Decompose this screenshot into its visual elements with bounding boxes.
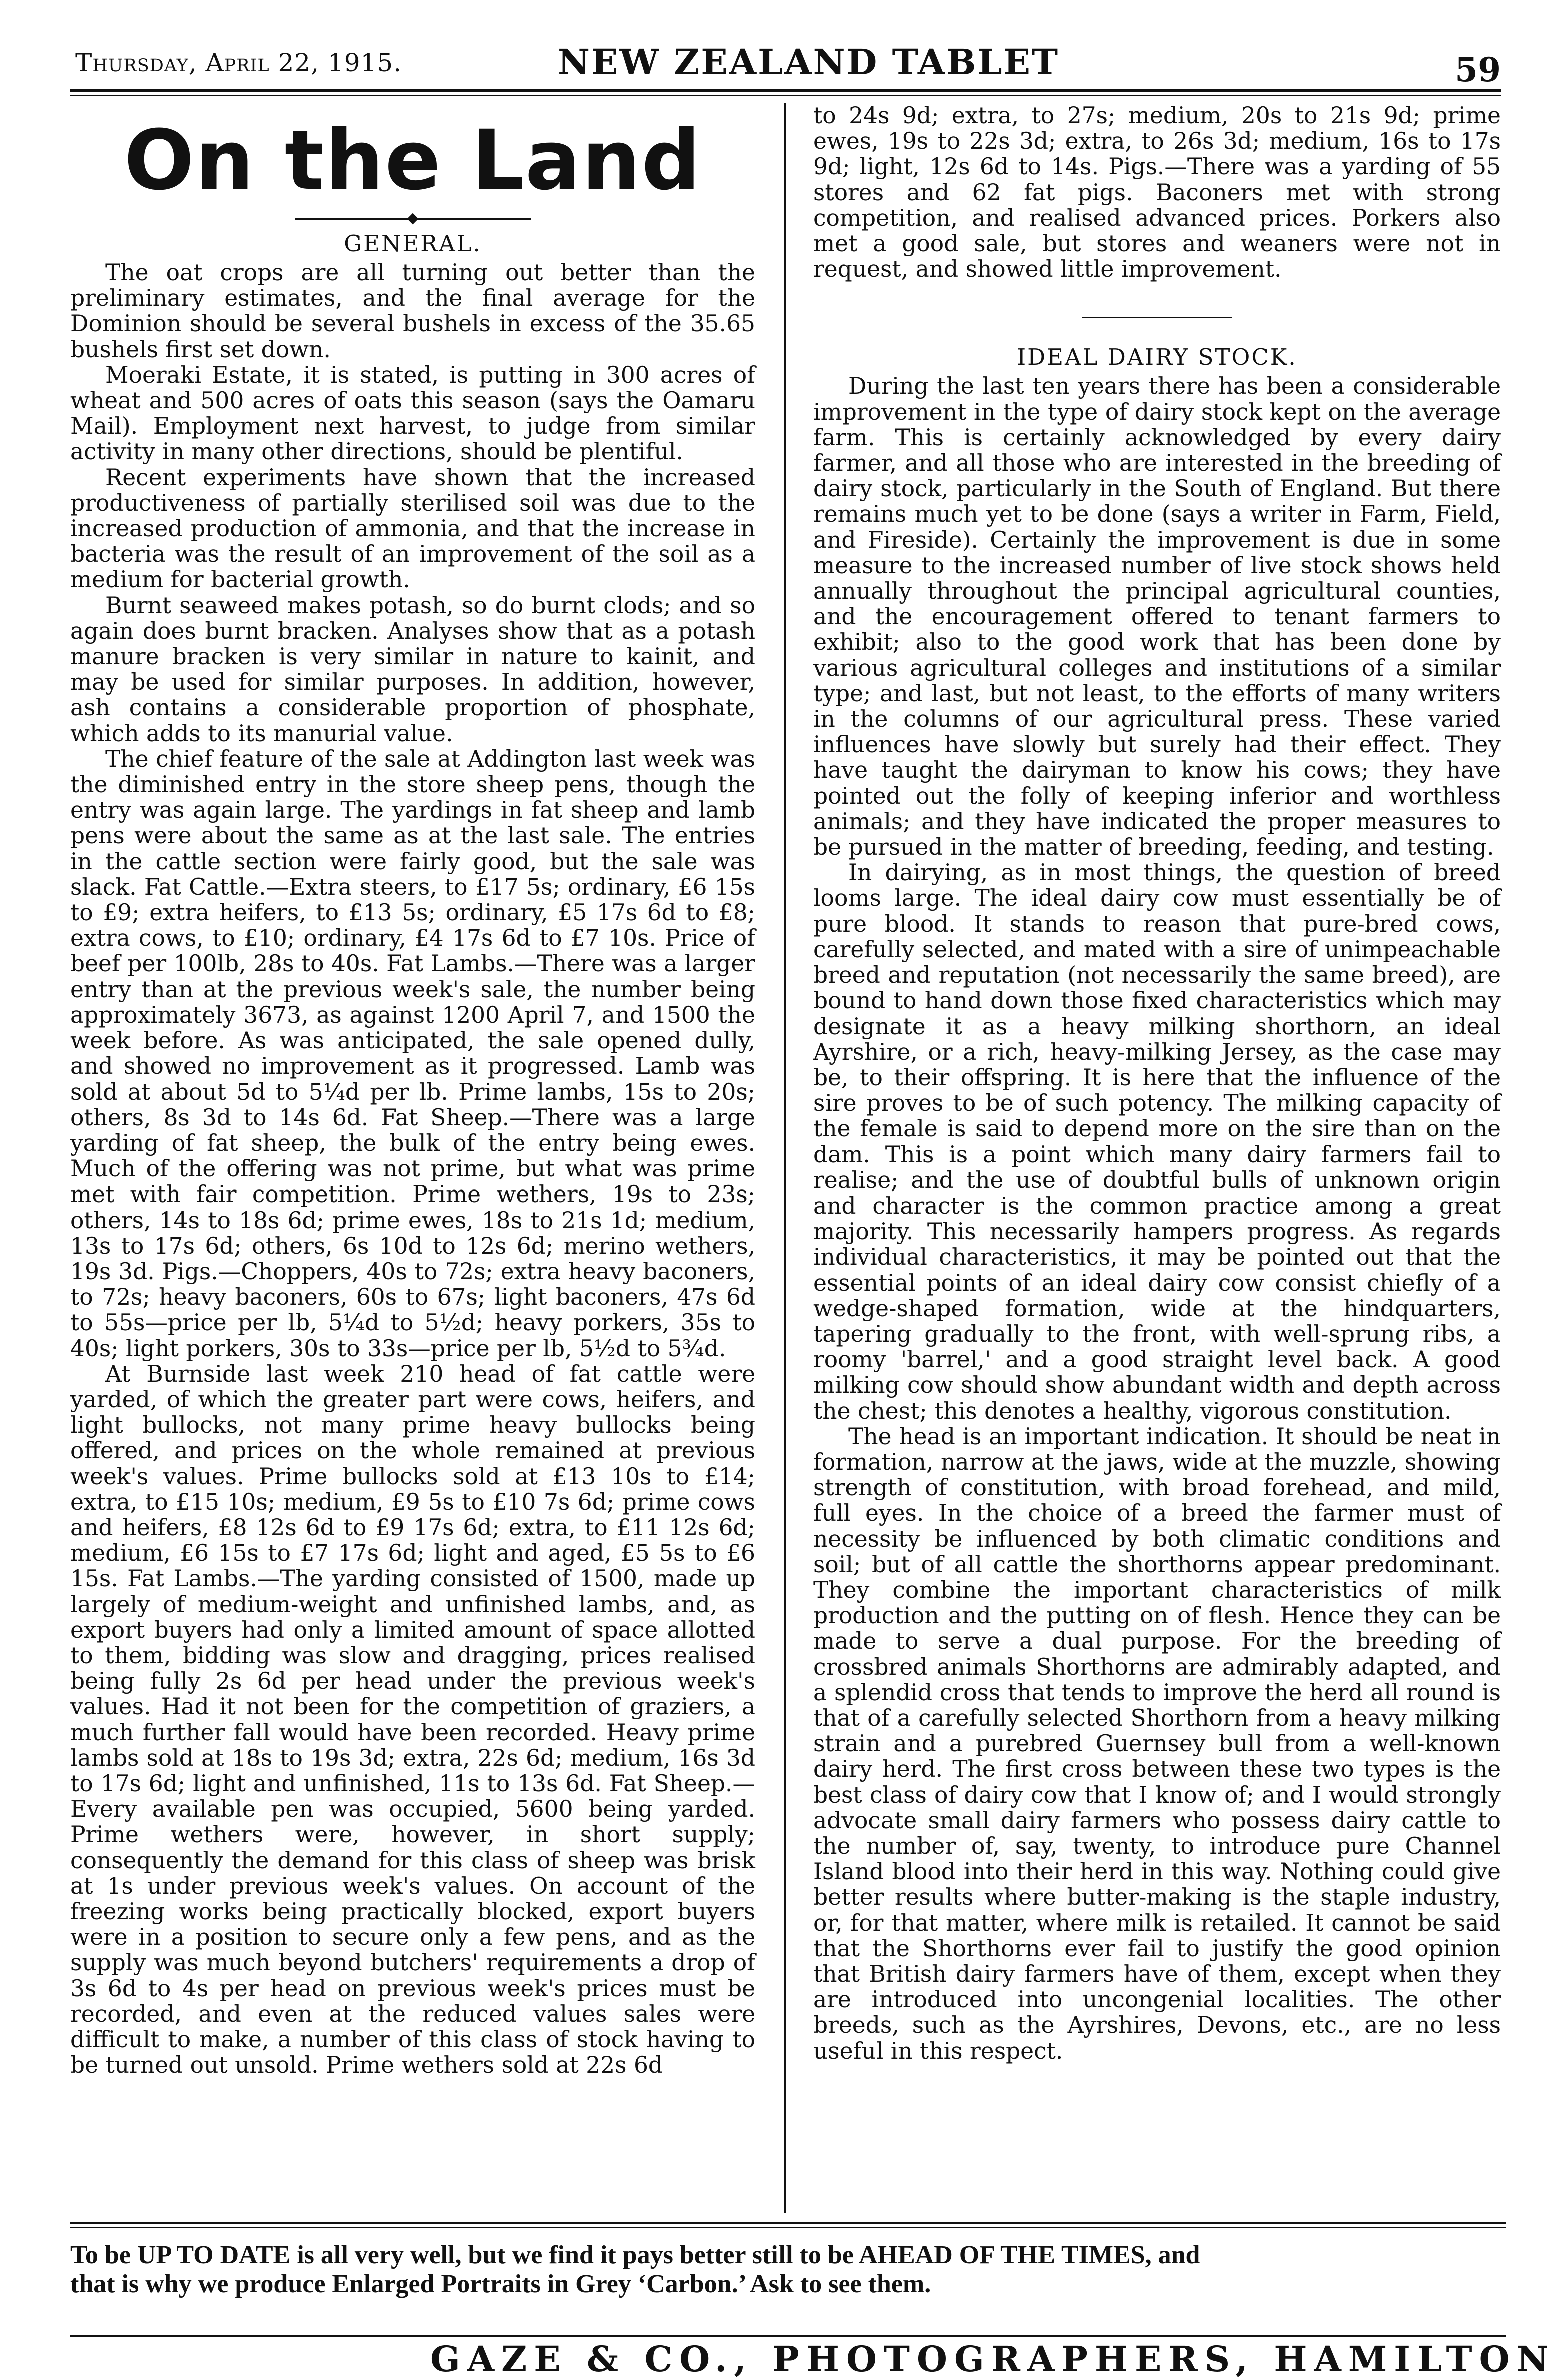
header-rule-thin — [70, 95, 1501, 96]
title-ornament — [70, 214, 755, 224]
footer-ad-line-2: that is why we produce Enlarged Portraits in Grey ‘Carbon.’ Ask to see them. — [70, 2270, 931, 2298]
paragraph-potash: Burnt seaweed makes potash, so do burnt clods; and so again does burnt bracken. Analyses show that as a potash manure bracken is very similar in nature to kainit, and may be used for similar purposes. In addition, however, ash contains a considerable proportion of phosphate, which adds to its manurial value. — [70, 592, 755, 747]
right-column — [813, 103, 1501, 2064]
footer-cut-off-banner — [70, 2333, 1556, 2380]
section-rule — [1082, 317, 1232, 318]
dairy-stock-heading: IDEAL DAIRY STOCK. — [1017, 344, 1297, 371]
footer-rule-thin — [70, 2227, 1506, 2228]
paragraph-dairy-improvement: During the last ten years there has been a considerable improvement in the type of dairy stock kept on the average farm. This is certainly acknowledged by every dairy farmer, and all those who are interested in the breeding of dairy stock, particularly in the South of England. But there remains much yet to be done (says a writer in Farm, Field, and Fireside). Certainly the improvement is due in some measure to the increased number of live stock shows held annually throughout the principal agricultural counties, and the encouragement offered to tenant farmers to exhibit; also to the good work that has been done by various agricultural colleges and institutions of a similar type; and last, but not least, to the efforts of many writers in the columns of our agricultural press. These varied influences have slowly but surely had their effect. They have taught the dairyman to know his cows; they have pointed out the folly of keeping inferior and worthless animals; and they have indicated the proper measures to be pursued in the matter of breeding, feeding, and testing. — [813, 373, 1501, 861]
paragraph-moeraki: Moeraki Estate, it is stated, is putting in 300 acres of wheat and 500 acres of oats this season (says the Oamaru Mail). Employment next harvest, to judge from similar activity in many other directions, should be plentiful. — [70, 361, 755, 465]
header-date: Thursday, April 22, 1915. — [75, 48, 402, 77]
column-divider — [784, 103, 786, 2213]
footer-ad-line-1: To be UP TO DATE is all very well, but we find it pays better still to be AHEAD OF THE TIMES, and — [70, 2241, 1200, 2269]
left-column — [70, 103, 755, 2078]
paragraph-sterilised-soil: Recent experiments have shown that the increased productiveness of partially sterilised soil was due to the increased production of ammonia, and that the increase in bacteria was the result of an improvement of the soil as a medium for bacterial growth. — [70, 464, 755, 593]
section-title: On the Land — [124, 112, 702, 208]
footer-cut-text: GAZE & CO., PHOTOGRAPHERS, HAMILTON — [430, 2338, 1556, 2380]
page-header — [75, 41, 1501, 89]
paragraph-burnside-sale: At Burnside last week 210 head of fat cattle were yarded, of which the greater part were cows, heifers, and light bullocks, not many prime heavy bullocks being offered, and prices on the whole remained at previous week's values. Prime bullocks sold at £13 10s to £14; extra, to £15 10s; medium, £9 5s to £10 7s 6d; prime cows and heifers, £8 12s 6d to £9 17s 6d; extra, to £11 12s 6d; medium, £6 15s to £7 17s 6d; light and aged, £5 5s to £6 15s. Fat Lambs.—The yarding consisted of 1500, made up largely of medium-weight and unfinished lambs, and, as export buyers had only a limited amount of space allotted to them, bidding was slow and dragging, prices realised being fully 2s 6d per head under the previous week's values. Had it not been for the competition of graziers, a much further fall would have been recorded. Heavy prime lambs sold at 18s to 19s 3d; extra, 22s 6d; medium, 16s 3d to 17s 6d; light and unfinished, 11s to 13s 6d. Fat Sheep.—Every available pen was occupied, 5600 being yarded. Prime wethers were, however, in short supply; consequently the demand for this class of sheep was brisk at 1s under previous week's values. On account of the freezing works being practically blocked, export buyers were in a position to secure only a few pens, and as the supply was much beyond butchers' requirements a drop of 3s 6d to 4s per head on previous week's prices must be recorded, and even at the reduced values sales were difficult to make, a number of this class of stock having to be turned out unsold. Prime wethers sold at 22s 6d — [70, 1360, 755, 2079]
header-rule — [70, 89, 1501, 92]
diamond-ornament-icon — [407, 213, 419, 225]
paragraph-dairy-breed: In dairying, as in most things, the question of breed looms large. The ideal dairy cow must essentially be of pure blood. It stands to reason that pure-bred cows, carefully selected, and mated with a sire of unimpeachable breed and reputation (not necessarily the same breed), are bound to hand down those fixed characteristics which may designate it as a heavy milking shorthorn, an ideal Ayrshire, or a rich, heavy-milking Jersey, as the case may be, to their offspring. It is here that the influence of the sire proves to be of such potency. The milking capacity of the female is said to depend more on the sire than on the dam. This is a point which many dairy farmers fail to realise; and the use of doubtful bulls of unknown origin and character is the common practice among a great majority. This necessarily hampers progress. As regards individual characteristics, it may be pointed out that the essential points of an ideal dairy cow consist chiefly of a wedge-shaped formation, wide at the hindquarters, tapering gradually to the front, with well-sprung ribs, a roomy 'barrel,' and a good straight level back. A good milking cow should show abundant width and depth across the chest; this denotes a healthy, vigorous constitution. — [813, 859, 1501, 1424]
header-title: NEW ZEALAND TABLET — [558, 41, 1060, 83]
paragraph-dairy-head: The head is an important indication. It should be neat in formation, narrow at the jaws, wide at the muzzle, showing strength of constitution, with broad forehead, and mild, full eyes. In the choice of a breed the farmer must of necessity be influenced by both climatic conditions and soil; but of all cattle the shorthorns appear predominant. They combine the important characteristics of milk production and the putting on of flesh. Hence they can be made to serve a dual purpose. For the breeding of crossbred animals Shorthorns are admirably adapted, and a splendid cross that tends to improve the herd all round is that of a carefully selected Shorthorn from a heavy milking strain and a purebred Guernsey bull from a well-known dairy herd. The first cross between these two types is the best class of dairy cow that I know of; and I would strongly advocate small dairy farmers who possess dairy cattle to the number of, say, twenty, to introduce pure Channel Island blood into their herd in this way. Nothing could give better results where butter-making is the staple industry, or, for that matter, where milk is retailed. It cannot be said that the Shorthorns ever fail to justify the good opinion that British dairy farmers have of them, except when they are introduced into uncongenial localities. The other breeds, such as the Ayrshires, Devons, etc., are no less useful in this respect. — [813, 1423, 1501, 2064]
page-number: 59 — [1455, 50, 1501, 89]
paragraph-continuation: to 24s 9d; extra, to 27s; medium, 20s to 21s 9d; prime ewes, 19s to 22s 3d; extra, to 26s 3d; medium, 16s to 17s 9d; light, 12s 6d to 14s. Pigs.—There was a yarding of 55 stores and 62 fat pigs. Baconers met with strong competition, and realised advanced prices. Porkers also met a good sale, but stores and weaners were not in request, and showed little improvement. — [813, 102, 1501, 283]
general-heading: GENERAL. — [344, 230, 482, 257]
paragraph-addington-sale: The chief feature of the sale at Addington last week was the diminished entry in the store sheep pens, though the entry was again large. The yardings in fat sheep and lamb pens were about the same as at the last sale. The entries in the cattle section were fairly good, but the sale was slack. Fat Cattle.—Extra steers, to £17 5s; ordinary, £6 15s to £9; extra heifers, to £13 5s; ordinary, £5 17s 6d to £8; extra cows, to £10; ordinary, £4 17s 6d to £7 10s. Price of beef per 100lb, 28s to 40s. Fat Lambs.—There was a larger entry than at the previous week's sale, the number being approximately 3673, as against 1200 April 7, and 1500 the week before. As was anticipated, the sale opened dully, and showed no improvement as it progressed. Lamb was sold at about 5d to 5¼d per lb. Prime lambs, 15s to 20s; others, 8s 3d to 14s 6d. Fat Sheep.—There was a large yarding of fat sheep, the bulk of the entry being ewes. Much of the offering was not prime, but what was prime met with fair competition. Prime wethers, 19s to 23s; others, 14s to 18s 6d; prime ewes, 18s to 21s 1d; medium, 13s to 17s 6d; others, 6s 10d to 12s 6d; merino wethers, 19s 3d. Pigs.—Choppers, 40s to 72s; extra heavy baconers, to 72s; heavy baconers, 60s to 67s; light baconers, 47s 6d to 55s—price per lb, 5¼d to 5½d; heavy porkers, 35s to 40s; light porkers, 30s to 33s—price per lb, 5½d to 5¾d. — [70, 745, 755, 1362]
footer-rule — [70, 2222, 1506, 2224]
paragraph-oat-crops: The oat crops are all turning out better than the preliminary estimates, and the final average for the Dominion should be several bushels in excess of the 35.65 bushels first set down. — [70, 259, 755, 363]
footer-advertisement — [70, 2241, 1506, 2299]
